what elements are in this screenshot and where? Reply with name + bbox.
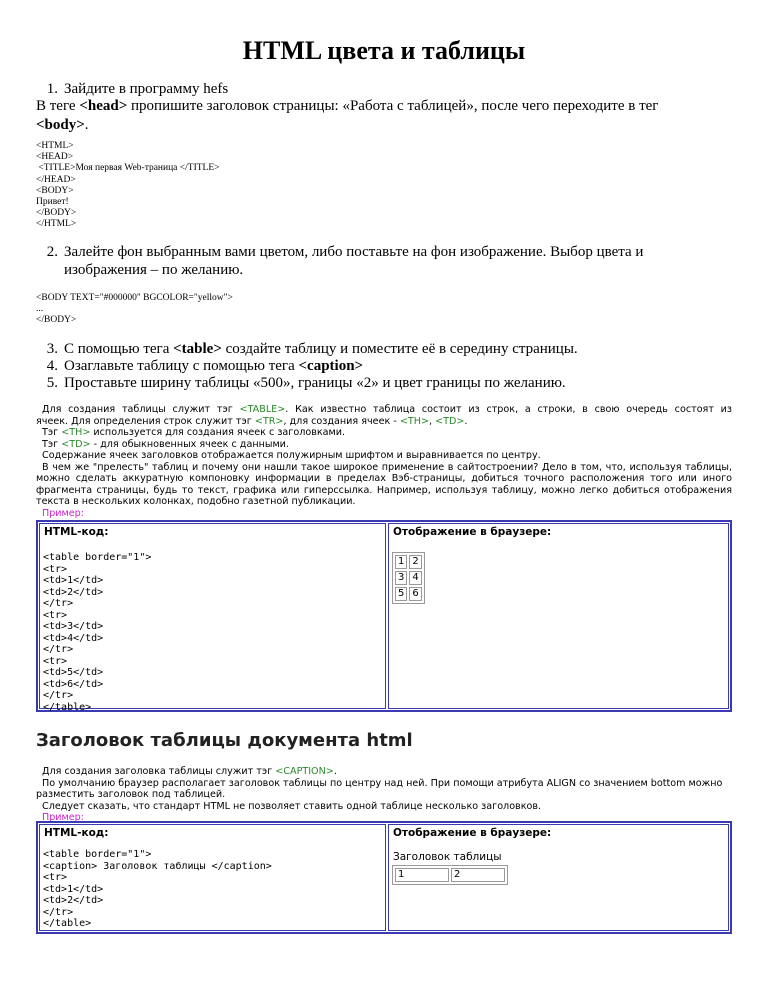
- table-description: Для создания таблицы служит тэг <TABLE>. Как известно таблица состоит из строк, а строки, в свою очередь состоят из ячеек. Для определения строк служит тэг <TR>, для создания ячеек - <TH>, <TD>. Тэг <TH> используется для создания ячеек с заголовками. Тэг <TD> - для обыкновенных ячеек с данными. Содержание ячеек заголовков отображается полужирным шрифтом и выравнивается по центру. В чем же "прелесть" таблиц и почему они нашли такое широкое применение в сайтостроении? Дело в том, что, используя таблицы, можно сделать аккуратную компоновку информации в пределах Вэб-страницы, добиться точного расположения того или иного фрагмента страницы, будь то текст, графика или гиперссылка. Например, используя таблицу, можно легко добиться отображения текста в нескольких колонках, подобно газетной публикации. Пример:: [36, 404, 733, 519]
- html-code-header: HTML-код:: [44, 827, 109, 839]
- demo-table: [392, 552, 425, 604]
- html-code-cell: [39, 824, 386, 931]
- step-5: 5. Проставьте ширину таблицы «500», границы «2» и цвет границы по желанию.: [46, 375, 566, 391]
- html-code-cell: [39, 523, 386, 713]
- head-instruction: В теге <head> пропишите заголовок страницы: «Работа с таблицей», после чего переходите в тег <body>.: [36, 98, 659, 133]
- html-code-block: <table border="1"> <tr> <td>1</td> <td>2</td> </tr> <tr> <td>3</td> <td>4</td> </tr> <tr> <td>5</td> <td>6</td> </tr> </table>: [43, 552, 152, 713]
- table-row: 1 2: [395, 555, 422, 569]
- browser-preview-cell: [388, 824, 729, 931]
- example-table-2: [36, 821, 732, 934]
- body-tag: <body>: [36, 117, 85, 133]
- step-1: 1. Зайдите в программу hefs: [46, 81, 229, 97]
- example-label: Пример:: [42, 812, 85, 823]
- table-row: 5 6: [395, 587, 422, 601]
- step-3: 3. С помощью тега <table> создайте таблицу и поместите её в середину страницы.: [46, 341, 578, 357]
- section-heading: Заголовок таблицы документа html: [36, 730, 413, 751]
- caption-description: Для создания заголовка таблицы служит тэг <CAPTION>. По умолчанию браузер располагает заголовок таблицы по центру над ней. При помощи атрибута ALIGN со значением bottom можно разместить заголовок под таблицей. Следует сказать, что стандарт HTML не позволяет ставить одной таблице несколько заголовков. Пример:: [36, 766, 732, 824]
- table-caption: Заголовок таблицы: [393, 851, 502, 863]
- table-row: 3 4: [395, 571, 422, 585]
- browser-preview-header: Отображение в браузере:: [393, 526, 552, 538]
- browser-preview-cell: [388, 523, 729, 709]
- head-tag: <head>: [79, 98, 128, 114]
- html-code-block: <table border="1"> <caption> Заголовок таблицы </caption> <tr> <td>1</td> <td>2</td> </tr> </table>: [43, 849, 272, 929]
- example-table-1: [36, 520, 732, 712]
- step-2: 2. Залейте фон выбранным вами цветом, либо поставьте на фон изображение. Выбор цвета и изображения – по желанию.: [46, 244, 644, 278]
- step-4: 4. Озаглавьте таблицу с помощью тега <caption>: [46, 358, 364, 374]
- browser-preview-header: Отображение в браузере:: [393, 827, 552, 839]
- table-row: 1 2: [395, 868, 505, 882]
- html-code-header: HTML-код:: [44, 526, 109, 538]
- page-title: HTML цвета и таблицы: [242, 36, 526, 65]
- example-label: Пример:: [42, 507, 85, 519]
- code-sample-body: <BODY TEXT="#000000" BGCOLOR="yellow"> ... </BODY>: [36, 293, 233, 326]
- demo-caption-table: [392, 849, 508, 885]
- code-sample-html: <HTML> <HEAD> <TITLE>Моя первая Web-траница </TITLE> </HEAD> <BODY> Привет! </BODY> </HTML>: [36, 141, 220, 230]
